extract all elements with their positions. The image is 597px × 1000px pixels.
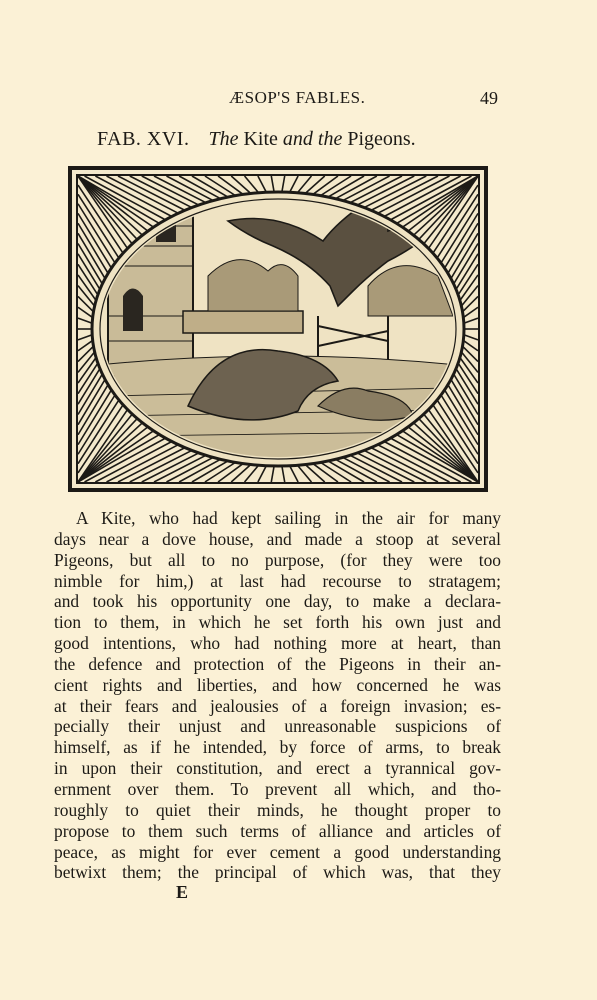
text-line: tion to them, in which he set forth his own just and	[54, 612, 501, 633]
woodcut-illustration	[68, 166, 488, 492]
text-line: days near a dove house, and made a stoop at several	[54, 528, 501, 549]
running-title: ÆSOP'S FABLES.	[229, 88, 366, 107]
text-line: and took his opportunity one day, to make a declara-	[54, 591, 501, 612]
text-line: nimble for him,) at last had recourse to stratagem;	[54, 570, 501, 591]
text-line: good intentions, who had nothing more at heart, than	[54, 633, 501, 654]
fable-title-word-the: The	[208, 128, 239, 150]
fable-heading	[97, 128, 517, 151]
text-line: betwixt them; the principal of which was, that they	[54, 862, 501, 883]
text-line: cient rights and liberties, and how concerned he was	[54, 674, 501, 695]
text-line: roughly to quiet their minds, he thought proper to	[54, 799, 501, 820]
text-line: himself, as if he intended, by force of arms, to break	[54, 737, 501, 758]
fable-title-word-kite: Kite	[243, 128, 278, 150]
text-line: ernment over them. To prevent all which, and tho-	[54, 778, 501, 799]
text-line: Pigeons, but all to no purpose, (for they were too	[54, 549, 501, 570]
text-line: A Kite, who had kept sailing in the air for many	[76, 508, 501, 528]
text-line: peace, as might for ever cement a good understanding	[54, 841, 501, 862]
text-line: pecially their unjust and unreasonable suspicions of	[54, 716, 501, 737]
text-line: propose to them such terms of alliance and articles of	[54, 820, 501, 841]
fable-text	[54, 508, 501, 883]
fable-number: FAB. XVI.	[97, 128, 190, 150]
signature-mark: E	[176, 882, 189, 902]
fable-title-word-and-the: and the	[282, 128, 343, 150]
running-head	[0, 88, 597, 112]
page-number: 49	[480, 88, 498, 108]
fable-title-word-pigeons: Pigeons.	[347, 128, 416, 150]
text-line: at their fears and jealousies of a foreign invasion; es-	[54, 695, 501, 716]
text-line: in upon their constitution, and erect a tyrannical gov-	[54, 758, 501, 779]
text-line: the defence and protection of the Pigeons in their an-	[54, 653, 501, 674]
